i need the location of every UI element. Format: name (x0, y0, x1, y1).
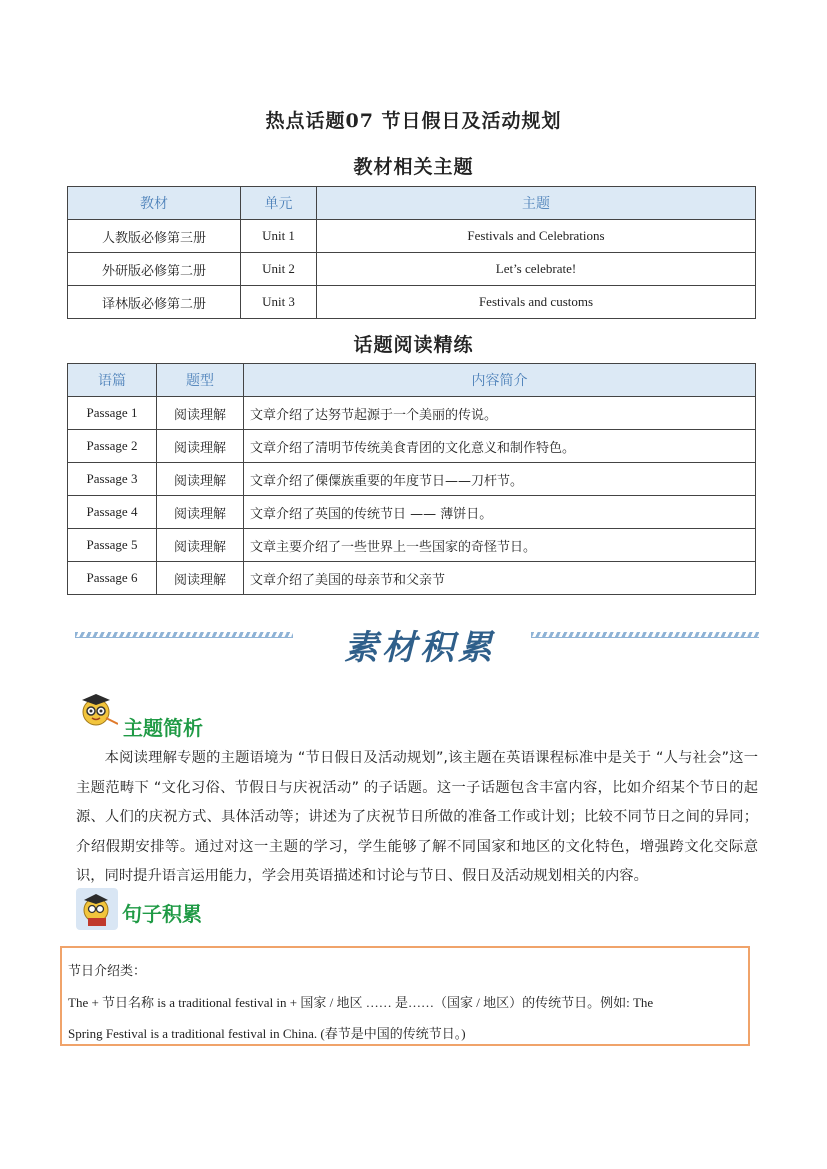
table-header-row (68, 187, 756, 220)
textbook-table (67, 186, 756, 319)
material-banner (75, 620, 759, 670)
cell-unit: Unit 3 (241, 286, 317, 319)
header-summary: 内容简介 (244, 364, 756, 397)
box-line-pattern: The + 节日名称 is a traditional festival in + 国家 / 地区 …… 是……（国家 / 地区）的传统节日。例如: The (68, 995, 654, 1010)
textbook-section-title: 教材相关主题 (353, 156, 474, 178)
banner-left-stripe (75, 632, 293, 638)
cell-theme: Let’s celebrate! (317, 253, 756, 286)
theme-analysis-paragraph: 本阅读理解专题的主题语境为 “节日假日及活动规划”,该主题在英语课程标准中是关于 “人与社会”这一主题范畴下 “文化习俗、节假日与庆祝活动” 的子话题。这一子话题包含丰富内容，比如介绍某个节日的起源、人们的庆祝方式、具体活动等；讲述为了庆祝节日所做的准备工作或计划；比较不同节日之间的异同；介绍假期安排等。通过对这一主题的学习，学生能够了解不同国家和地区的文化特色，增强跨文化交际意识，同时提升语言运用能力，学会用英语描述和讨论与节日、假日及活动规划相关的内容。 (76, 750, 758, 885)
cell-passage: Passage 6 (68, 562, 157, 595)
cell-type: 阅读理解 (157, 397, 244, 430)
cell-summary: 文章介绍了达努节起源于一个美丽的传说。 (244, 397, 756, 430)
scholar-mascot-icon (76, 688, 118, 730)
cell-theme: Festivals and customs (317, 286, 756, 319)
table-row (68, 496, 756, 529)
theme-analysis-heading: 主题简析 (123, 716, 203, 740)
cell-textbook: 人教版必修第三册 (68, 220, 241, 253)
cell-summary: 文章主要介绍了一些世界上一些国家的奇怪节日。 (244, 529, 756, 562)
banner-right-stripe (531, 632, 759, 638)
table-row (68, 220, 756, 253)
reading-mascot-icon (76, 888, 118, 930)
cell-summary: 文章介绍了傈僳族重要的年度节日——刀杆节。 (244, 463, 756, 496)
cell-textbook: 外研版必修第二册 (68, 253, 241, 286)
cell-unit: Unit 1 (241, 220, 317, 253)
table-row (68, 397, 756, 430)
header-unit: 单元 (241, 187, 317, 220)
reading-section-title: 话题阅读精练 (353, 334, 474, 356)
cell-textbook: 译林版必修第二册 (68, 286, 241, 319)
sentence-box (60, 946, 750, 1046)
cell-type: 阅读理解 (157, 430, 244, 463)
cell-unit: Unit 2 (241, 253, 317, 286)
cell-theme: Festivals and Celebrations (317, 220, 756, 253)
header-textbook: 教材 (68, 187, 241, 220)
table-row (68, 529, 756, 562)
cell-summary: 文章介绍了美国的母亲节和父亲节 (244, 562, 756, 595)
box-line-example: Spring Festival is a traditional festival in China. (春节是中国的传统节日。) (68, 1026, 466, 1041)
table-row (68, 430, 756, 463)
header-passage: 语篇 (68, 364, 157, 397)
cell-passage: Passage 3 (68, 463, 157, 496)
cell-type: 阅读理解 (157, 562, 244, 595)
cell-summary: 文章介绍了清明节传统美食青团的文化意义和制作特色。 (244, 430, 756, 463)
table-row (68, 562, 756, 595)
cell-passage: Passage 2 (68, 430, 157, 463)
cell-type: 阅读理解 (157, 529, 244, 562)
sentence-section-heading: 句子积累 (122, 902, 202, 926)
banner-title: 素材积累 (344, 628, 496, 668)
cell-passage: Passage 5 (68, 529, 157, 562)
table-row (68, 286, 756, 319)
reading-table (67, 363, 756, 595)
table-row (68, 463, 756, 496)
table-header-row (68, 364, 756, 397)
cell-type: 阅读理解 (157, 496, 244, 529)
page-title: 热点话题07 节日假日及活动规划 (265, 110, 562, 132)
header-theme: 主题 (317, 187, 756, 220)
header-type: 题型 (157, 364, 244, 397)
cell-type: 阅读理解 (157, 463, 244, 496)
cell-passage: Passage 4 (68, 496, 157, 529)
cell-passage: Passage 1 (68, 397, 157, 430)
box-line-category: 节日介绍类： (68, 964, 147, 979)
table-row (68, 253, 756, 286)
cell-summary: 文章介绍了英国的传统节日 —— 薄饼日。 (244, 496, 756, 529)
